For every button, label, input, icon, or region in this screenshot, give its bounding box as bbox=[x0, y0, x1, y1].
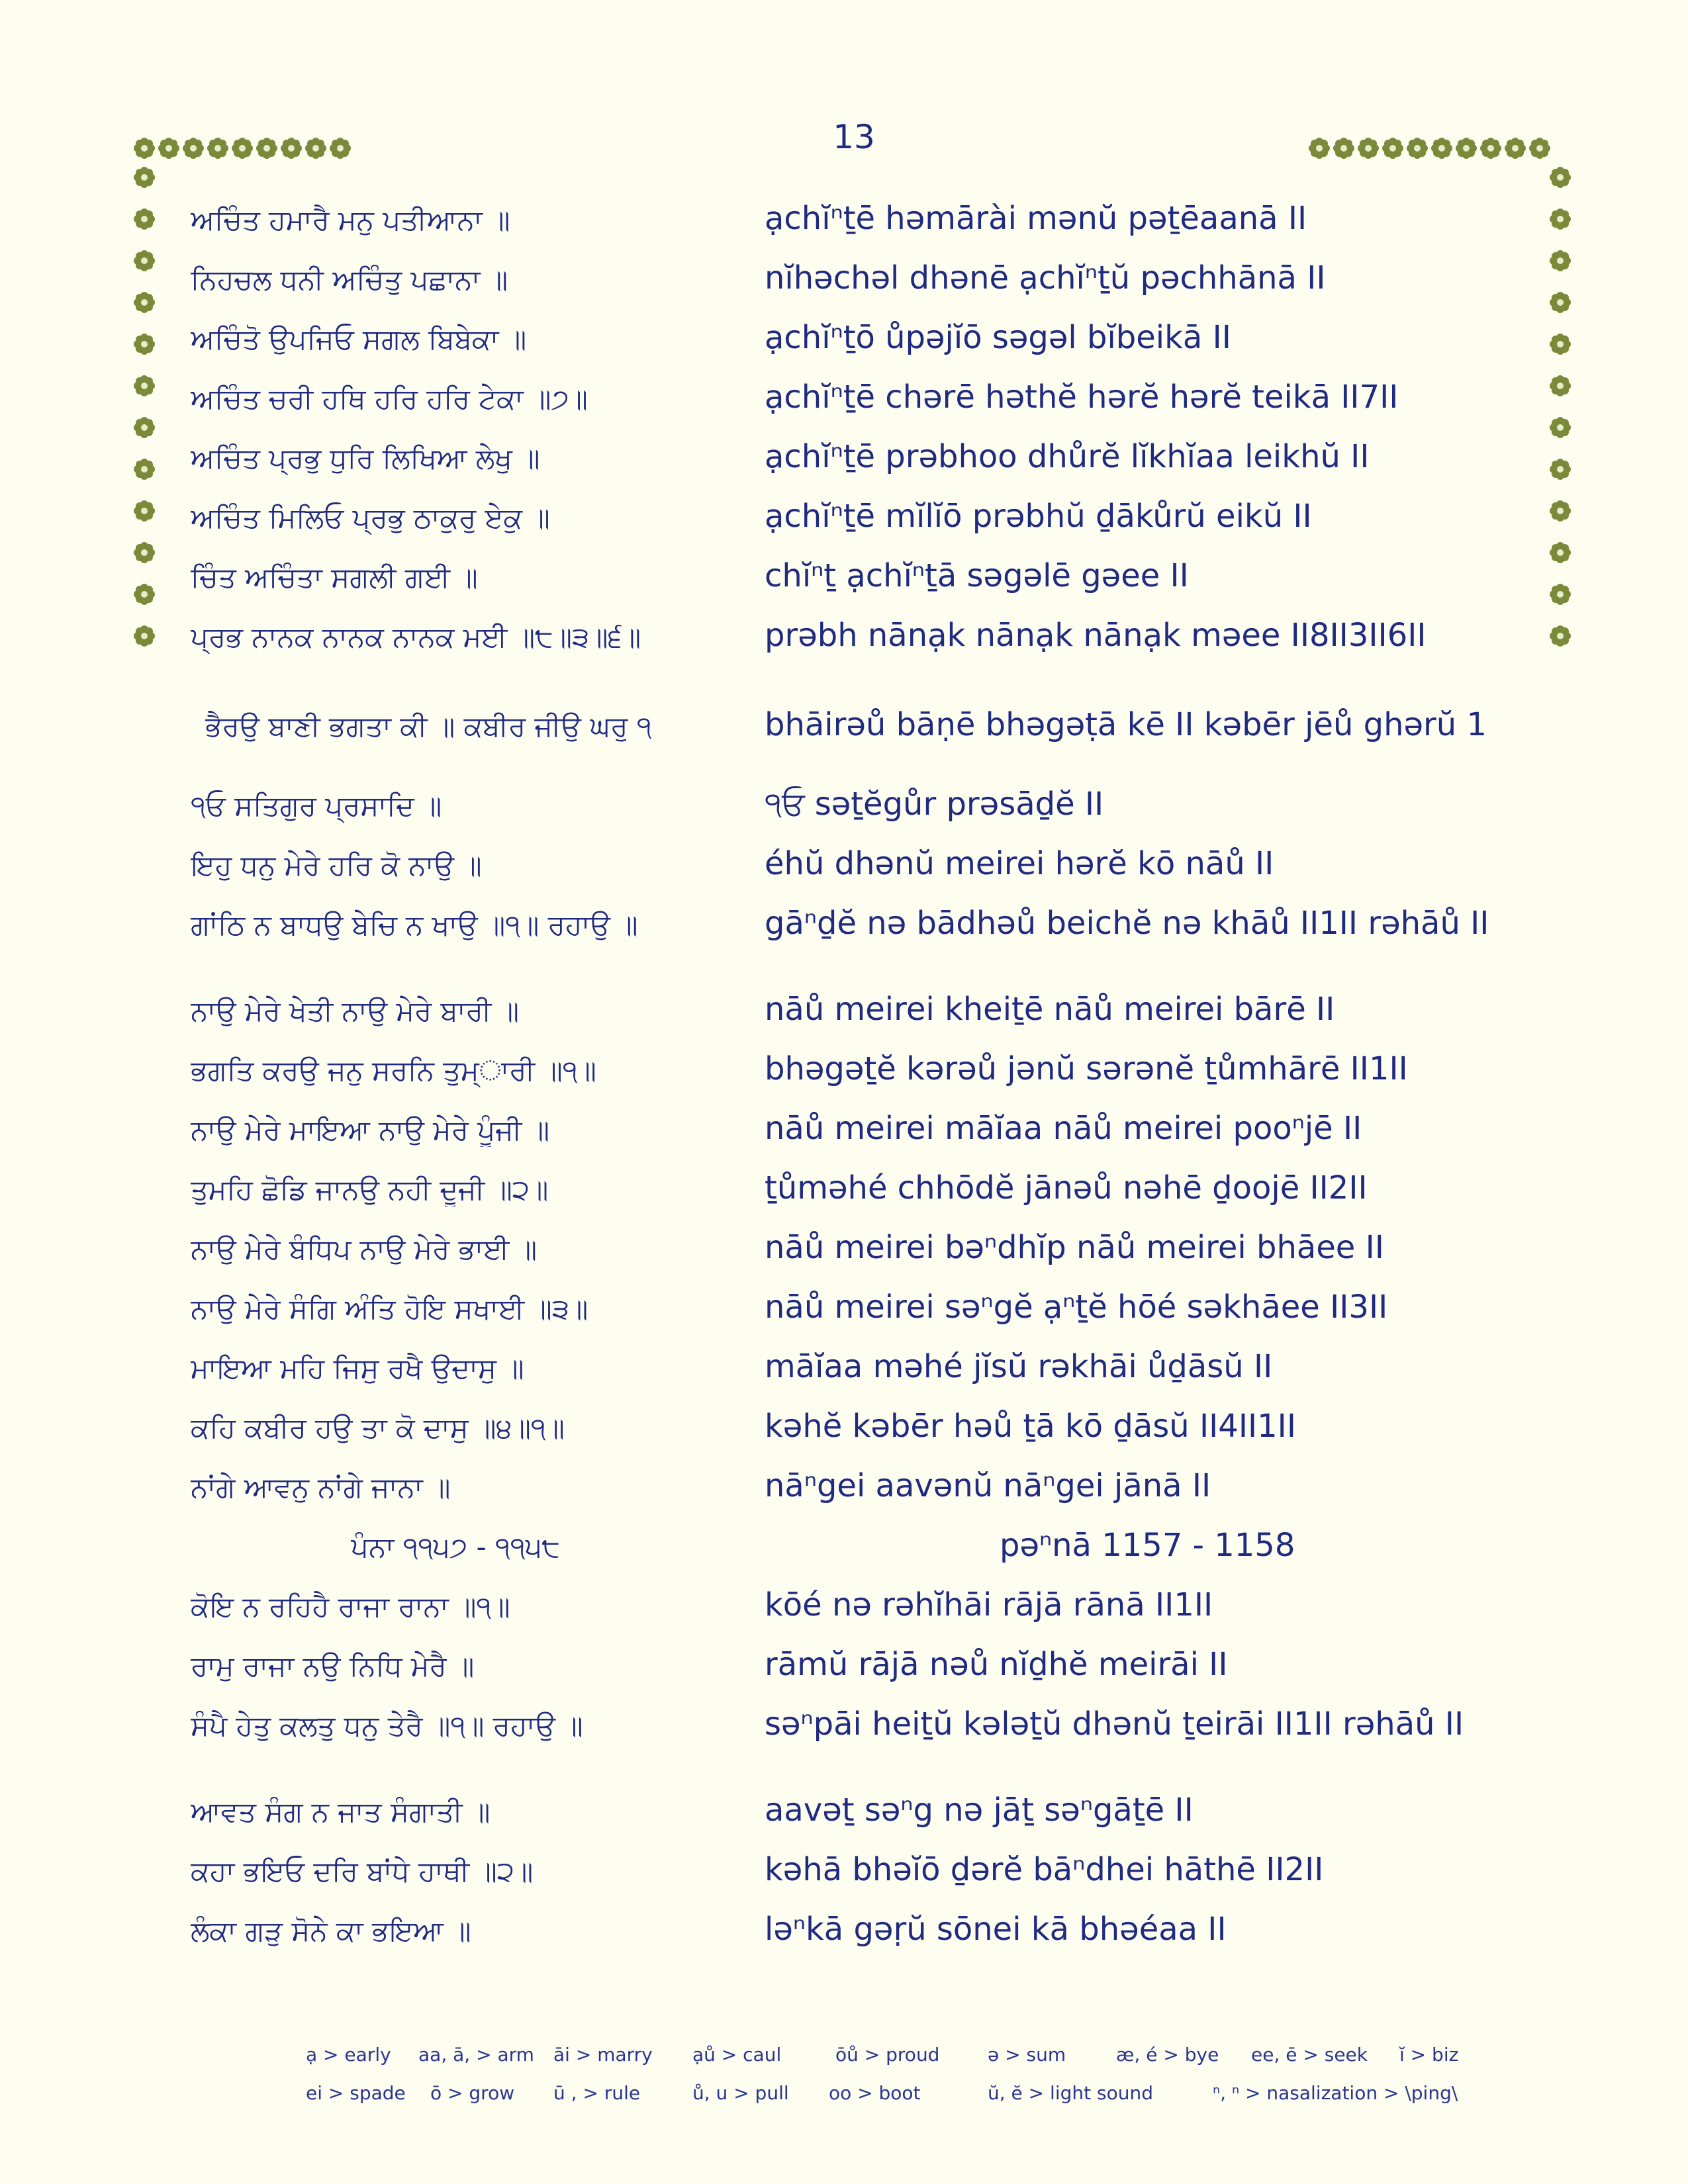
gurmukhi-text: ਨਾਉ ਮੇਰੇ ਬੰਧਿਪ ਨਾਉ ਮੇਰੇ ਭਾਈ ॥ bbox=[191, 1233, 538, 1265]
transliteration-text: nāů meirei səⁿgĕ ạⁿṯĕ hōé səkhāee II3II bbox=[765, 1289, 1388, 1326]
key-entry: ōů > proud bbox=[835, 2044, 940, 2066]
verse-line bbox=[0, 1578, 1688, 1638]
flower-ornament-icon bbox=[1407, 138, 1428, 159]
transliteration-text: ṯůməhé chhōdĕ jānəů nəhē ḏoojē II2II bbox=[765, 1169, 1368, 1206]
verse-line bbox=[0, 609, 1688, 668]
transliteration-text: nāů meirei māĭaa nāů meirei pooⁿjē II bbox=[765, 1110, 1362, 1147]
gurmukhi-text: ਨਾਉ ਮੇਰੇ ਸੰਗਿ ਅੰਤਿ ਹੋਇ ਸਖਾਈ ॥੩॥ bbox=[191, 1293, 588, 1325]
verse-line bbox=[0, 1161, 1688, 1221]
gurmukhi-text: ਅਚਿੰਤ ਪ੍ਰਭੁ ਧੁਰਿ ਲਿਖਿਆ ਲੇਖੁ ॥ bbox=[191, 442, 540, 475]
verse-line bbox=[0, 837, 1688, 897]
verse-line bbox=[0, 251, 1688, 311]
flower-ornament-icon bbox=[1382, 138, 1403, 159]
gurmukhi-text: ਅਚਿੰਤ ਚਰੀ ਹਥਿ ਹਰਿ ਹਰਿ ਟੇਕਾ ॥੭॥ bbox=[191, 383, 588, 415]
transliteration-text: bhāirəů bāṇē bhəgəṭā kē II kəbēr jēů ghərŭ 1 bbox=[765, 706, 1487, 743]
flower-ornament-icon bbox=[1456, 138, 1477, 159]
transliteration-text: ạchĭⁿṯē mĭlĭō prəbhŭ ḏākůrŭ eikŭ II bbox=[765, 498, 1312, 535]
flower-ornament-icon bbox=[158, 138, 179, 159]
flower-ornament-icon bbox=[1480, 138, 1501, 159]
gurmukhi-text: ਭੈਰਉ ਬਾਣੀ ਭਗਤਾ ਕੀ ॥ ਕਬੀਰ ਜੀਉ ਘਰੁ ੧ bbox=[205, 710, 652, 743]
key-entry: ĭ > biz bbox=[1399, 2044, 1459, 2066]
transliteration-text: ləⁿkā gəṛŭ sōnei kā bhəéaa II bbox=[765, 1911, 1227, 1948]
key-entry: ạ > early bbox=[306, 2044, 391, 2066]
flower-ornament-icon bbox=[1333, 138, 1354, 159]
gurmukhi-text: ਇਹੁ ਧਨੁ ਮੇਰੇ ਹਰਿ ਕੋ ਨਾਉ ॥ bbox=[191, 849, 482, 882]
verse-line bbox=[0, 1400, 1688, 1459]
transliteration-text: rāmŭ rājā nəů nĭḏhĕ meirāi II bbox=[765, 1646, 1228, 1683]
key-entry: æ, é > bye bbox=[1116, 2044, 1219, 2066]
key-entry: ů, u > pull bbox=[692, 2082, 789, 2104]
transliteration-text: kəhā bhəĭō ḏərĕ bāⁿdhei hāthē II2II bbox=[765, 1851, 1324, 1888]
key-entry: aa, ā, > arm bbox=[418, 2044, 534, 2066]
transliteration-text: ੧ਓ səṯĕgůr prəsāḏĕ II bbox=[765, 786, 1104, 823]
verse-line bbox=[0, 1102, 1688, 1161]
gurmukhi-text: ਚਿੰਤ ਅਚਿੰਤਾ ਸਗਲੀ ਗਈ ॥ bbox=[191, 561, 478, 594]
transliteration-text: bhəgəṯĕ kərəů jənŭ sərənĕ ṯůmhārē II1II bbox=[765, 1050, 1408, 1087]
flower-ornament-icon bbox=[207, 138, 228, 159]
gurmukhi-text: ਅਚਿੰਤ ਮਿਲਿਓ ਪ੍ਰਭੁ ਠਾਕੁਰੁ ਏਕੁ ॥ bbox=[191, 502, 550, 534]
verse-line bbox=[0, 1519, 1688, 1578]
page-number: 13 bbox=[833, 118, 875, 156]
flower-ornament-icon bbox=[232, 138, 253, 159]
gurmukhi-text: ਤੁਮਹਿ ਛੋਡਿ ਜਾਨਉ ਨਹੀ ਦੂਜੀ ॥੨॥ bbox=[191, 1173, 549, 1206]
transliteration-text: ạchĭⁿṯē prəbhoo dhůrĕ lĭkhĭaa leikhŭ II bbox=[765, 438, 1370, 475]
transliteration-text: pəⁿnā 1157 - 1158 bbox=[1000, 1527, 1295, 1564]
key-entry: ee, ē > seek bbox=[1251, 2044, 1368, 2066]
key-entry: ə > sum bbox=[988, 2044, 1066, 2066]
verse-line bbox=[0, 311, 1688, 371]
key-entry: ŭ, ĕ > light sound bbox=[988, 2082, 1153, 2104]
flower-ornament-icon bbox=[134, 138, 155, 159]
verse-line bbox=[0, 1638, 1688, 1698]
transliteration-text: kəhĕ kəbēr həů ṯā kō ḏāsŭ II4II1II bbox=[765, 1408, 1296, 1445]
gurmukhi-text: ਅਚਿੰਤ ਹਮਾਰੈ ਮਨੁ ਪਤੀਆਨਾ ॥ bbox=[191, 204, 510, 236]
verse-line bbox=[0, 1784, 1688, 1843]
verse-line bbox=[0, 897, 1688, 956]
flower-ornament-icon bbox=[1309, 138, 1330, 159]
gurmukhi-text: ਨਿਹਚਲ ਧਨੀ ਅਚਿੰਤੁ ਪਛਾਨਾ ॥ bbox=[191, 263, 508, 296]
verse-line bbox=[0, 1340, 1688, 1400]
flower-ornament-icon bbox=[1550, 167, 1571, 188]
verse-line bbox=[0, 490, 1688, 549]
gurmukhi-text: ਆਵਤ ਸੰਗ ਨ ਜਾਤ ਸੰਗਾਤੀ ॥ bbox=[191, 1796, 491, 1828]
verse-line bbox=[0, 1903, 1688, 1962]
gurmukhi-text: ਭਗਤਿ ਕਰਉ ਜਨੁ ਸਰਨਿ ਤੁਮ੍ਾਰੀ ॥੧॥ bbox=[191, 1054, 596, 1087]
flower-ornament-icon bbox=[1505, 138, 1526, 159]
gurmukhi-text: ਮਾਇਆ ਮਹਿ ਜਿਸੁ ਰਖੈ ਉਦਾਸੁ ॥ bbox=[191, 1352, 524, 1385]
transliteration-text: ạchĭⁿṯō ůpəjĭō səgəl bĭbeikā II bbox=[765, 319, 1231, 356]
gurmukhi-text: ਗਾਂਠਿ ਨ ਬਾਧਉ ਬੇਚਿ ਨ ਖਾਉ ॥੧॥ ਰਹਾਉ ॥ bbox=[191, 909, 638, 941]
key-entry: ei > spade bbox=[306, 2082, 406, 2104]
verse-line bbox=[0, 1698, 1688, 1757]
key-entry: ạů > caul bbox=[692, 2044, 782, 2066]
gurmukhi-text: ਅਚਿੰਤੋ ਉਪਜਿਓ ਸਗਲ ਬਿਬੇਕਾ ॥ bbox=[191, 323, 527, 355]
verse-line bbox=[0, 778, 1688, 837]
transliteration-text: aavəṯ səⁿg nə jāṯ səⁿgāṯē II bbox=[765, 1792, 1194, 1829]
transliteration-text: nĭhəchəl dhənē ạchĭⁿṯŭ pəchhānā II bbox=[765, 259, 1326, 296]
verse-line bbox=[0, 983, 1688, 1042]
verse-line bbox=[0, 698, 1688, 758]
flower-ornament-icon bbox=[134, 167, 155, 188]
verse-line bbox=[0, 1221, 1688, 1281]
key-entry: oo > boot bbox=[829, 2082, 921, 2104]
verse-line bbox=[0, 1843, 1688, 1903]
verse-line bbox=[0, 1281, 1688, 1340]
gurmukhi-text: ਕੋਇ ਨ ਰਹਿਹੈ ਰਾਜਾ ਰਾਨਾ ॥੧॥ bbox=[191, 1590, 510, 1623]
flower-ornament-icon bbox=[281, 138, 302, 159]
gurmukhi-text: ਕਹਿ ਕਬੀਰ ਹਉ ਤਾ ਕੋ ਦਾਸੁ ॥੪॥੧॥ bbox=[191, 1412, 565, 1444]
gurmukhi-text: ਸੰਪੈ ਹੇਤੁ ਕਲਤੁ ਧਨੁ ਤੇਰੈ ॥੧॥ ਰਹਾਉ ॥ bbox=[191, 1709, 583, 1742]
transliteration-text: ạchĭⁿṯē chərē həthĕ hərĕ hərĕ teikā II7II bbox=[765, 379, 1399, 416]
transliteration-text: chĭⁿṯ ạchĭⁿṯā səgəlē gəee II bbox=[765, 557, 1189, 594]
key-entry: ū , > rule bbox=[553, 2082, 641, 2104]
gurmukhi-text: ਰਾਮੁ ਰਾਜਾ ਨਉ ਨਿਧਿ ਮੇਰੈ ॥ bbox=[191, 1650, 475, 1682]
flower-ornament-icon bbox=[1529, 138, 1550, 159]
gurmukhi-text: ਪ੍ਰਭ ਨਾਨਕ ਨਾਨਕ ਨਾਨਕ ਮਈ ॥੮॥੩॥੬॥ bbox=[191, 621, 641, 653]
flower-ornament-icon bbox=[330, 138, 351, 159]
flower-ornament-icon bbox=[183, 138, 204, 159]
key-entry: āi > marry bbox=[553, 2044, 653, 2066]
transliteration-text: nāů meirei kheiṯē nāů meirei bārē II bbox=[765, 991, 1335, 1028]
gurmukhi-text: ਨਾਂਗੇ ਆਵਨੁ ਨਾਂਗੇ ਜਾਨਾ ॥ bbox=[191, 1471, 451, 1504]
flower-ornament-icon bbox=[1358, 138, 1379, 159]
flower-ornament-icon bbox=[305, 138, 326, 159]
transliteration-text: gāⁿḏĕ nə bādhəů beichĕ nə khāů II1II rəhāů II bbox=[765, 905, 1489, 942]
gurmukhi-text: ਕਹਾ ਭਇਓ ਦਰਿ ਬਾਂਧੇ ਹਾਥੀ ॥੨॥ bbox=[191, 1855, 534, 1888]
flower-ornament-icon bbox=[1431, 138, 1452, 159]
transliteration-text: éhŭ dhənŭ meirei hərĕ kō nāů II bbox=[765, 845, 1274, 882]
transliteration-text: nāⁿgei aavənŭ nāⁿgei jānā II bbox=[765, 1467, 1211, 1504]
transliteration-text: māĭaa məhé jĭsŭ rəkhāi ůḏāsŭ II bbox=[765, 1348, 1273, 1385]
gurmukhi-text: ਪੰਨਾ ੧੧੫੭ - ੧੧੫੮ bbox=[351, 1531, 561, 1563]
verse-line bbox=[0, 549, 1688, 609]
verse-line bbox=[0, 1042, 1688, 1102]
transliteration-text: prəbh nānạk nānạk nānạk məee II8II3II6II bbox=[765, 617, 1427, 654]
verse-line bbox=[0, 371, 1688, 430]
gurmukhi-text: ਲੰਕਾ ਗੜੁ ਸੋਨੇ ਕਾ ਭਇਆ ॥ bbox=[191, 1915, 471, 1947]
gurmukhi-text: ਨਾਉ ਮੇਰੇ ਖੇਤੀ ਨਾਉ ਮੇਰੇ ਬਾਰੀ ॥ bbox=[191, 995, 520, 1027]
key-entry: ⁿ, ⁿ > nasalization > \ping\ bbox=[1213, 2082, 1458, 2104]
flower-ornament-icon bbox=[256, 138, 277, 159]
gurmukhi-text: ਨਾਉ ਮੇਰੇ ਮਾਇਆ ਨਾਉ ਮੇਰੇ ਪੂੰਜੀ ॥ bbox=[191, 1114, 550, 1146]
transliteration-text: kōé nə rəhĭhāi rājā rānā II1II bbox=[765, 1586, 1213, 1623]
gurmukhi-text: ੧ਓ ਸਤਿਗੁਰ ਪ੍ਰਸਾਦਿ ॥ bbox=[191, 790, 442, 822]
verse-line bbox=[0, 192, 1688, 251]
transliteration-text: nāů meirei bəⁿdhĭp nāů meirei bhāee II bbox=[765, 1229, 1384, 1266]
verse-line bbox=[0, 1459, 1688, 1519]
key-entry: ō > grow bbox=[430, 2082, 515, 2104]
verse-line bbox=[0, 430, 1688, 490]
transliteration-text: səⁿpāi heiṯŭ kələṯŭ dhənŭ ṯeirāi II1II rəhāů II bbox=[765, 1706, 1464, 1743]
transliteration-text: ạchĭⁿṯē həmārài mənŭ pəṯēaanā II bbox=[765, 200, 1307, 237]
